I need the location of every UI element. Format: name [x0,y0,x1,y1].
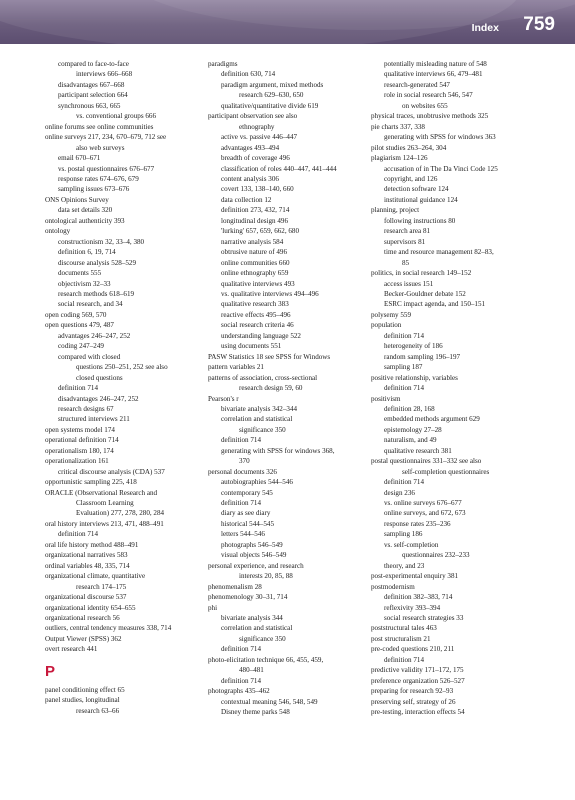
index-subentry: research methods 618–619 [58,289,135,298]
index-subentry: compared to face-to-face [58,60,129,68]
index-entry: open systems model 174 [45,425,115,434]
index-subentry: longitudinal design 496 [221,216,288,225]
index-entry: ORACLE (Observational Research and [45,488,158,497]
index-subentry: disadvantages 246–247, 252 [58,394,139,403]
index-subentry: synchronous 663, 665 [58,101,121,110]
index-subentry: definition 28, 168 [384,404,435,413]
index-continuation: Evaluation) 277, 278, 280, 284 [76,509,165,518]
index-subentry: naturalism, and 49 [384,436,437,445]
index-entry: operational definition 714 [45,436,119,445]
index-entry: ONS Opinions Survey [45,195,109,204]
index-continuation: on websites 655 [402,101,448,110]
section-letter: P [45,662,56,680]
index-subentry: supervisors 81 [384,237,426,246]
index-continuation: questions 250–251, 252 see also [76,363,168,372]
index-subentry: vs. postal questionnaires 676–677 [58,164,155,173]
index-subentry: active vs. passive 446–447 [221,133,298,142]
index-subentry: disadvantages 667–668 [58,80,125,89]
index-subentry: heterogeneity of 186 [384,342,443,351]
index-subentry: epistemology 27–28 [384,425,442,434]
index-subentry: response rates 674–676, 679 [58,174,139,183]
index-continuation: questionnaires 232–233 [402,551,470,560]
index-subentry: reactive effects 495–496 [221,310,291,319]
index-continuation: research design 59, 60 [239,384,303,393]
index-entry: organizational narratives 583 [45,551,128,560]
index-subentry: following instructions 80 [384,216,456,225]
index-entry: oral life history method 488–491 [45,540,139,549]
index-continuation: closed questions [76,373,123,382]
index-subentry: copyright, and 126 [384,174,438,183]
index-subentry: definition 273, 432, 714 [221,206,290,215]
index-subentry: research area 81 [384,227,431,236]
index-entry: participant observation see also [208,112,298,121]
index-subentry: structured interviews 211 [58,415,130,424]
index-subentry: definition 714 [384,655,424,664]
index-entry: organizational research 56 [45,614,120,623]
index-subentry: online ethnography 659 [221,269,289,278]
index-subentry: vs. online surveys 676–677 [384,499,462,508]
index-subentry: time and resource management 82–83, [384,248,494,257]
index-entry: ontology [45,227,71,236]
index-entry: organizational climate, quantitative [45,572,146,581]
index-subentry: documents 555 [58,269,102,278]
index-continuation: 480–481 [239,666,264,675]
index-entry: phenomenalism 28 [208,582,262,591]
index-subentry: email 670–671 [58,154,101,163]
index-subentry: obtrusive nature of 496 [221,248,287,257]
index-subentry: Disney theme parks 548 [221,708,290,717]
index-entry: outliers, central tendency measures 338, 714 [45,624,172,633]
index-entry: overt research 441 [45,645,98,654]
index-entry: predictive validity 171–172, 175 [371,666,464,675]
index-subentry: definition 714 [221,499,261,508]
index-subentry: diary as see diary [221,509,271,518]
index-continuation: vs. conventional groups 666 [76,112,156,121]
index-entry: plagiarism 124–126 [371,154,428,163]
index-continuation: research 63–66 [76,706,120,715]
index-subentry: definition 6, 19, 714 [58,248,116,257]
index-entry: positive relationship, variables [371,373,458,382]
index-subentry: historical 544–545 [221,519,274,528]
index-subentry: generating with SPSS for windows 368, [221,446,335,455]
index-entry: poststructural tales 463 [371,624,437,633]
index-entry: postmodernism [371,582,415,591]
index-continuation: research 174–175 [76,582,127,591]
index-entry: Output Viewer (SPSS) 362 [45,634,122,643]
index-continuation: significance 350 [239,425,286,434]
index-subentry: data collection 12 [221,195,272,204]
index-entry: operationalization 161 [45,457,109,466]
index-subentry: sampling 186 [384,530,423,539]
index-subentry: vs. qualitative interviews 494–496 [221,289,319,298]
index-subentry: critical discourse analysis (CDA) 537 [58,467,165,476]
index-entry: Pearson's r [208,394,239,403]
index-entry: patterns of association, cross-sectional [208,373,318,382]
index-entry: pie charts 337, 338 [371,122,425,131]
index-entry: positivism [371,394,401,403]
index-column-left [45,59,205,716]
index-column-right [371,59,536,718]
index-subentry: paradigm argument, mixed methods [221,80,324,89]
index-subentry: bivariate analysis 344 [221,614,283,623]
index-subentry: data set details 320 [58,206,113,215]
index-entry: oral history interviews 213, 471, 488–491 [45,519,164,528]
index-entry: politics, in social research 149–152 [371,269,472,278]
index-entry: open coding 569, 570 [45,310,107,319]
index-subentry: compared with closed [58,352,121,361]
index-subentry: narrative analysis 584 [221,237,284,246]
index-subentry: research-generated 547 [384,80,450,89]
index-subentry: advantages 246–247, 252 [58,331,131,340]
index-entry: organizational discourse 537 [45,593,127,602]
index-subentry: objectivism 32–33 [58,279,111,288]
index-subentry: sampling 187 [384,363,423,372]
index-subentry: visual objects 546–549 [221,551,287,560]
index-subentry: definition 714 [384,331,424,340]
index-entry: organizational identity 654–655 [45,603,136,612]
index-entry: pattern variables 21 [208,363,264,372]
index-subentry: qualitative research 381 [384,446,452,455]
index-subentry: autobiographies 544–546 [221,478,293,487]
index-subentry: social research, and 34 [58,300,123,309]
index-subentry: breadth of coverage 496 [221,154,290,163]
index-subentry: ESRC impact agenda, and 150–151 [384,300,486,309]
index-subentry: covert 133, 138–140, 660 [221,185,294,194]
index-subentry: access issues 151 [384,279,434,288]
index-entry: ordinal variables 48, 335, 714 [45,561,130,570]
index-subentry: definition 630, 714 [221,70,276,79]
index-subentry: classification of roles 440–447, 441–444 [221,164,337,173]
index-entry: planning, project [371,206,420,215]
index-subentry: embedded methods argument 629 [384,415,480,424]
index-subentry: design 236 [384,488,415,497]
index-entry: ontological authenticity 393 [45,216,125,225]
index-entry: opportunistic sampling 225, 418 [45,478,137,487]
index-subentry: accusation of in The Da Vinci Code 125 [384,164,498,173]
index-subentry: detection software 124 [384,185,449,194]
index-subentry: social research strategies 33 [384,614,464,623]
index-entry: preference organization 526–527 [371,676,465,685]
index-subentry: coding 247–249 [58,342,104,351]
index-subentry: generating with SPSS for windows 363 [384,133,496,142]
index-subentry: definition 382–383, 714 [384,593,453,602]
index-entry: PASW Statistics 18 see SPSS for Windows [208,352,331,361]
index-entry: panel studies, longitudinal [45,696,120,705]
index-entry: personal documents 326 [208,467,277,476]
index-continuation: also web surveys [76,143,125,152]
index-subentry: bivariate analysis 342–344 [221,404,298,413]
index-subentry: using documents 551 [221,342,282,351]
index-subentry: photographs 546–549 [221,540,283,549]
index-subentry: qualitative interviews 493 [221,279,295,288]
index-subentry: institutional guidance 124 [384,195,458,204]
index-subentry: random sampling 196–197 [384,352,461,361]
index-subentry: discourse analysis 528–529 [58,258,137,267]
index-entry: personal experience, and research [208,561,304,570]
index-column-middle [208,59,368,718]
index-entry: photo-elicitation technique 66, 455, 459, [208,655,324,664]
index-subentry: research designs 67 [58,404,114,413]
index-entry: paradigms [208,60,238,68]
index-entry: polysemy 559 [371,310,411,319]
index-continuation: interests 20, 85, 88 [239,572,293,581]
index-entry: open questions 479, 487 [45,321,114,330]
index-subentry: qualitative interviews 66, 479–481 [384,70,483,79]
index-subentry: correlation and statistical [221,624,293,633]
index-continuation: ethnography [239,122,275,131]
index-subentry: Becker-Gouldner debate 152 [384,289,466,298]
index-subentry: potentially misleading nature of 548 [384,60,487,68]
index-entry: preparing for research 92–93 [371,687,454,696]
index-entry: preserving self, strategy of 26 [371,697,456,706]
index-subentry: qualitative research 383 [221,300,289,309]
index-entry: population [371,321,402,330]
index-subentry: definition 714 [221,436,261,445]
index-entry: operationalism 180, 174 [45,446,114,455]
section-label: Index [471,22,499,34]
header-banner [0,0,575,44]
index-subentry: content analysis 306 [221,174,279,183]
index-subentry: definition 714 [384,478,424,487]
index-subentry: theory, and 23 [384,561,425,570]
index-continuation: interviews 666–668 [76,70,133,79]
index-entry: pre-testing, interaction effects 54 [371,708,465,717]
index-continuation: Classroom Learning [76,499,134,508]
index-entry: panel conditioning effect 65 [45,685,125,694]
index-subentry: definition 714 [58,530,98,539]
index-subentry: correlation and statistical [221,415,293,424]
index-subentry: 'lurking' 657, 659, 662, 680 [221,227,300,236]
index-subentry: qualitative/quantitative divide 619 [221,101,319,110]
index-entry: post-experimental enquiry 381 [371,572,459,581]
index-entry: post structuralism 21 [371,634,431,643]
index-subentry: online communities 660 [221,258,290,267]
index-subentry: response rates 235–236 [384,519,451,528]
index-entry: pilot studies 263–264, 304 [371,143,447,152]
index-subentry: advantages 493–494 [221,143,280,152]
index-entry: postal questionnaires 331–332 see also [371,457,482,466]
index-continuation: research 629–630, 650 [239,91,304,100]
index-entry: phenomenology 30–31, 714 [208,593,288,602]
index-subentry: understanding language 522 [221,331,301,340]
index-subentry: participant selection 664 [58,91,128,100]
index-entry: physical traces, unobtrusive methods 325 [371,112,489,121]
index-entry: online surveys 217, 234, 670–679, 712 see [45,133,167,142]
index-continuation: significance 350 [239,634,286,643]
index-subentry: definition 714 [221,645,261,654]
page-number: 759 [523,14,555,35]
index-entry: photographs 435–462 [208,687,270,696]
index-continuation: 85 [402,258,410,267]
index-subentry: contemporary 545 [221,488,273,497]
index-subentry: contextual meaning 546, 548, 549 [221,697,318,706]
index-entry: online forums see online communities [45,122,154,131]
index-subentry: definition 714 [221,676,261,685]
index-subentry: sampling issues 673–676 [58,185,130,194]
index-entry: phi [208,603,218,612]
index-continuation: 370 [239,457,250,466]
index-subentry: constructionism 32, 33–4, 380 [58,237,145,246]
index-continuation: self-completion questionnaires [402,467,490,476]
index-subentry: online surveys, and 672, 673 [384,509,466,518]
index-subentry: social research criteria 46 [221,321,294,330]
index-subentry: letters 544–546 [221,530,265,539]
index-subentry: definition 714 [384,384,424,393]
index-subentry: definition 714 [58,384,98,393]
index-subentry: reflexivity 393–394 [384,603,441,612]
index-entry: pre-coded questions 210, 211 [371,645,455,654]
index-subentry: vs. self-completion [384,540,439,549]
index-subentry: role in social research 546, 547 [384,91,473,100]
